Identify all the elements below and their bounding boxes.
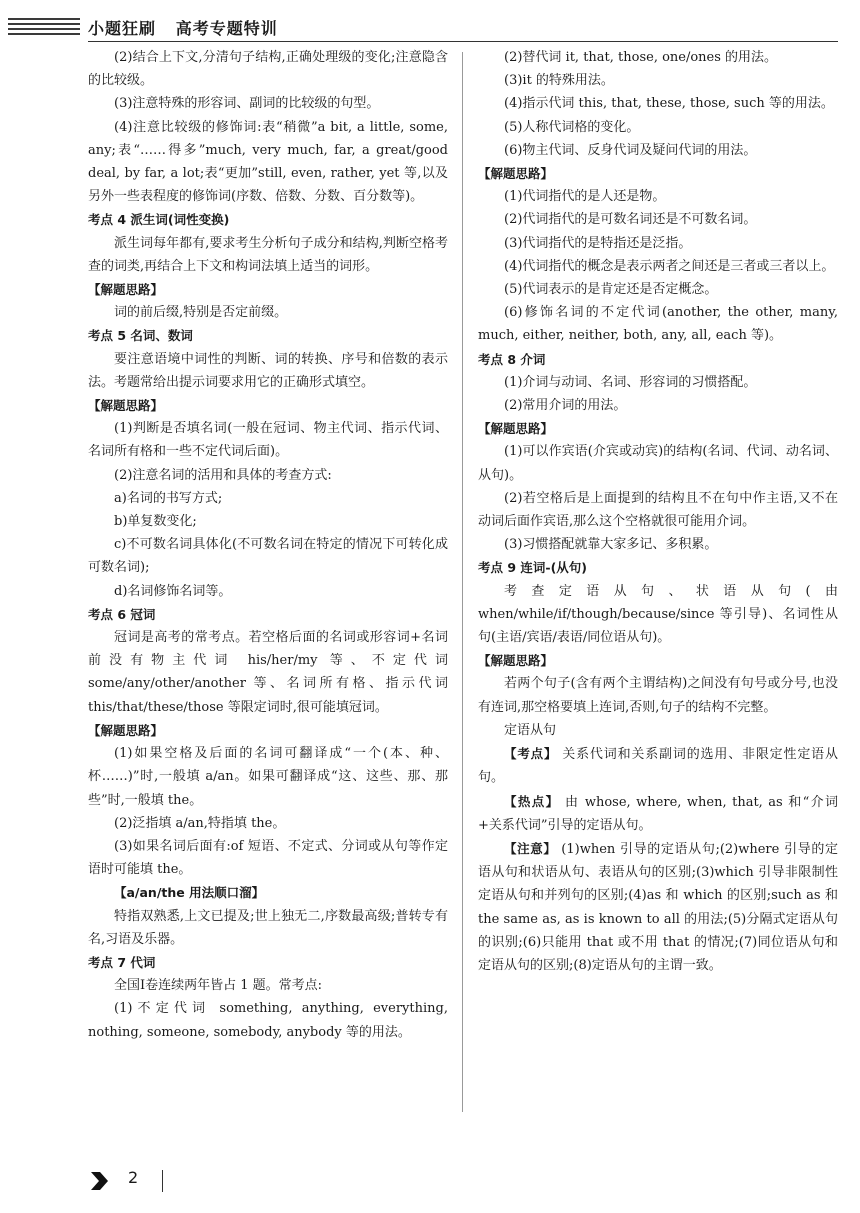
paragraph: (2)注意名词的活用和具体的考查方式: [114, 467, 332, 483]
paragraph: (3)注意特殊的形容词、副词的比较级的句型。 [114, 96, 380, 112]
paragraph: (4)注意比较级的修饰词:表“稍微”a bit, a little, some, any;表“……得多”much, very much, far, a great/good deal, by far, a lot;表“更加”still, even, rather, yet 等,以及另外一些表程度的修饰词(序数、倍数、分数、百分数等)。 [88, 119, 448, 205]
paragraph: a)名词的书写方式; [114, 490, 223, 506]
paragraph [478, 742, 838, 789]
paragraph: (1)判断是否填名词(一般在冠词、物主代词、指示代词、名词所有格和一些不定代词后面)。 [88, 421, 448, 460]
paragraph: 全国Ⅰ卷连续两年皆占 1 题。常考点: [114, 978, 323, 994]
section-heading: 考点 4 派生词(词性变换) [88, 212, 230, 228]
section-heading: 【解题思路】 [478, 166, 554, 182]
paragraph: (1)不定代词 something, anything, everything, nothing, someone, somebody, anybody 等的用法。 [88, 1001, 448, 1040]
paragraph-text: 关系代词和关系副词的选用、非限定性定语从句。 [478, 747, 838, 786]
section-heading: 考点 9 连词-(从句) [478, 560, 588, 576]
footer-bar [162, 1170, 163, 1192]
paragraph: (3)习惯搭配就靠大家多记、多积累。 [504, 537, 718, 553]
paragraph: (1)如果空格及后面的名词可翻译成“一个(本、种、杯……)”时,一般填 a/an。如果可翻译成“这、这些、那、那些”时,一般填 the。 [88, 746, 448, 808]
paragraph: (2)若空格后是上面提到的结构且不在句中作主语,又不在动词后面作宾语,那么这个空格就很可能用介词。 [478, 490, 838, 530]
paragraph: 派生词每年都有,要求考生分析句子成分和结构,判断空格考查的词类,再结合上下文和构词法填上适当的词形。 [88, 235, 448, 274]
paragraph: (6)修饰名词的不定代词(another, the other, many, much, either, neither, both, any, all, each 等)。 [478, 305, 838, 344]
paragraph: (5)代词表示的是肯定还是否定概念。 [504, 282, 718, 298]
paragraph: d)名词修饰名词等。 [114, 583, 232, 599]
paragraph: (2)结合上下文,分清句子结构,正确处理级的变化;注意隐含的比较级。 [88, 50, 448, 89]
section-heading: 考点 7 代词 [88, 954, 156, 970]
section-heading: 【解题思路】 [88, 398, 164, 414]
paragraph-text: (1)when 引导的定语从句;(2)where 引导的定语从句和状语从句、表语从句的区别;(3)which 引导非限制性定语从句和并列句的区别;(4)as 和 which 的区别;such as 和 the same as, as is known to all 的用法;(5)分隔式定语从句的识别;(6)只能用 that 或不用 that 的情况;(7)同位语从句和定语从句的区别;(8)定语从句的主谓一致。 [478, 841, 838, 973]
paragraph: (6)物主代词、反身代词及疑问代词的用法。 [504, 142, 757, 158]
paragraph: (3)如果名词后面有:of 短语、不定式、分词或从句等作定语时可能填 the。 [88, 838, 448, 878]
section-heading: 【解题思路】 [88, 722, 164, 738]
header-title: 小题狂刷 高考专题特训 [88, 19, 278, 38]
inline-label: 【考点】 [504, 746, 558, 762]
paragraph: 冠词是高考的常考点。若空格后面的名词或形容词+名词前没有物主代词 his/her/my 等、不定代词 some/any/other/another 等、名词所有格、指示代词 this/that/these/those 等限定词时,很可能填冠词。 [88, 630, 448, 715]
column-divider [462, 52, 463, 1112]
chevron-right-icon [88, 1170, 110, 1192]
paragraph [478, 790, 838, 837]
paragraph: (3)代词指代的是特指还是泛指。 [504, 235, 692, 251]
paragraph: (5)人称代词格的变化。 [504, 119, 640, 135]
section-heading: 考点 6 冠词 [88, 606, 156, 622]
inline-label: 【热点】 [504, 793, 560, 809]
paragraph: (2)代词指代的是可数名词还是不可数名词。 [504, 212, 757, 228]
header-decoration-lines [8, 18, 80, 38]
paragraph [478, 837, 838, 977]
sub-heading: 【a/an/the 用法顺口溜】 [114, 885, 265, 901]
paragraph: (2)替代词 it, that, those, one/ones 的用法。 [504, 50, 778, 65]
paragraph: b)单复数变化; [114, 514, 197, 530]
paragraph: 要注意语境中词性的判断、词的转换、序号和倍数的表示法。考题常给出提示词要求用它的正确形式填空。 [88, 351, 448, 390]
section-heading: 考点 8 介词 [478, 351, 546, 367]
paragraph: (4)代词指代的概念是表示两者之间还是三者或三者以上。 [504, 258, 835, 274]
section-heading: 考点 5 名词、数词 [88, 328, 193, 344]
paragraph: (1)代词指代的是人还是物。 [504, 189, 666, 205]
paragraph: c)不可数名词具体化(不可数名词在特定的情况下可转化成可数名词); [88, 537, 448, 576]
page-header [0, 14, 860, 44]
inline-label: 【注意】 [504, 840, 557, 856]
paragraph: 特指双熟悉,上文已提及;世上独无二,序数最高级;普转专有名,习语及乐器。 [88, 908, 448, 947]
section-heading: 【解题思路】 [478, 653, 554, 669]
section-heading: 【解题思路】 [478, 421, 554, 437]
left-column [88, 46, 448, 1044]
paragraph: 定语从句 [504, 722, 557, 738]
page-number: 2 [128, 1168, 139, 1187]
paragraph: (3)it 的特殊用法。 [504, 73, 614, 89]
paragraph: (1)介词与动词、名词、形容词的习惯搭配。 [504, 374, 757, 390]
paragraph: (2)常用介词的用法。 [504, 398, 627, 414]
paragraph: 词的前后缀,特别是否定前缀。 [114, 305, 288, 321]
paragraph: (1)可以作宾语(介宾或动宾)的结构(名词、代词、动名词、从句)。 [478, 444, 838, 483]
header-rule [88, 41, 838, 42]
paragraph: 考查定语从句、状语从句(由 when/while/if/though/because/since 等引导)、名词性从句(主语/宾语/表语/同位语从句)。 [478, 583, 838, 646]
paragraph: (4)指示代词 this, that, these, those, such 等的用法。 [504, 96, 834, 112]
paragraph: (2)泛指填 a/an,特指填 the。 [114, 815, 286, 831]
section-heading: 【解题思路】 [88, 282, 164, 298]
paragraph: 若两个句子(含有两个主谓结构)之间没有句号或分号,也没有连词,那空格要填上连词,否则,句子的结构不完整。 [478, 676, 838, 715]
paragraph-text: 由 whose, where, when, that, as 和“介词+关系代词”引导的定语从句。 [478, 794, 838, 833]
right-column [478, 46, 838, 977]
